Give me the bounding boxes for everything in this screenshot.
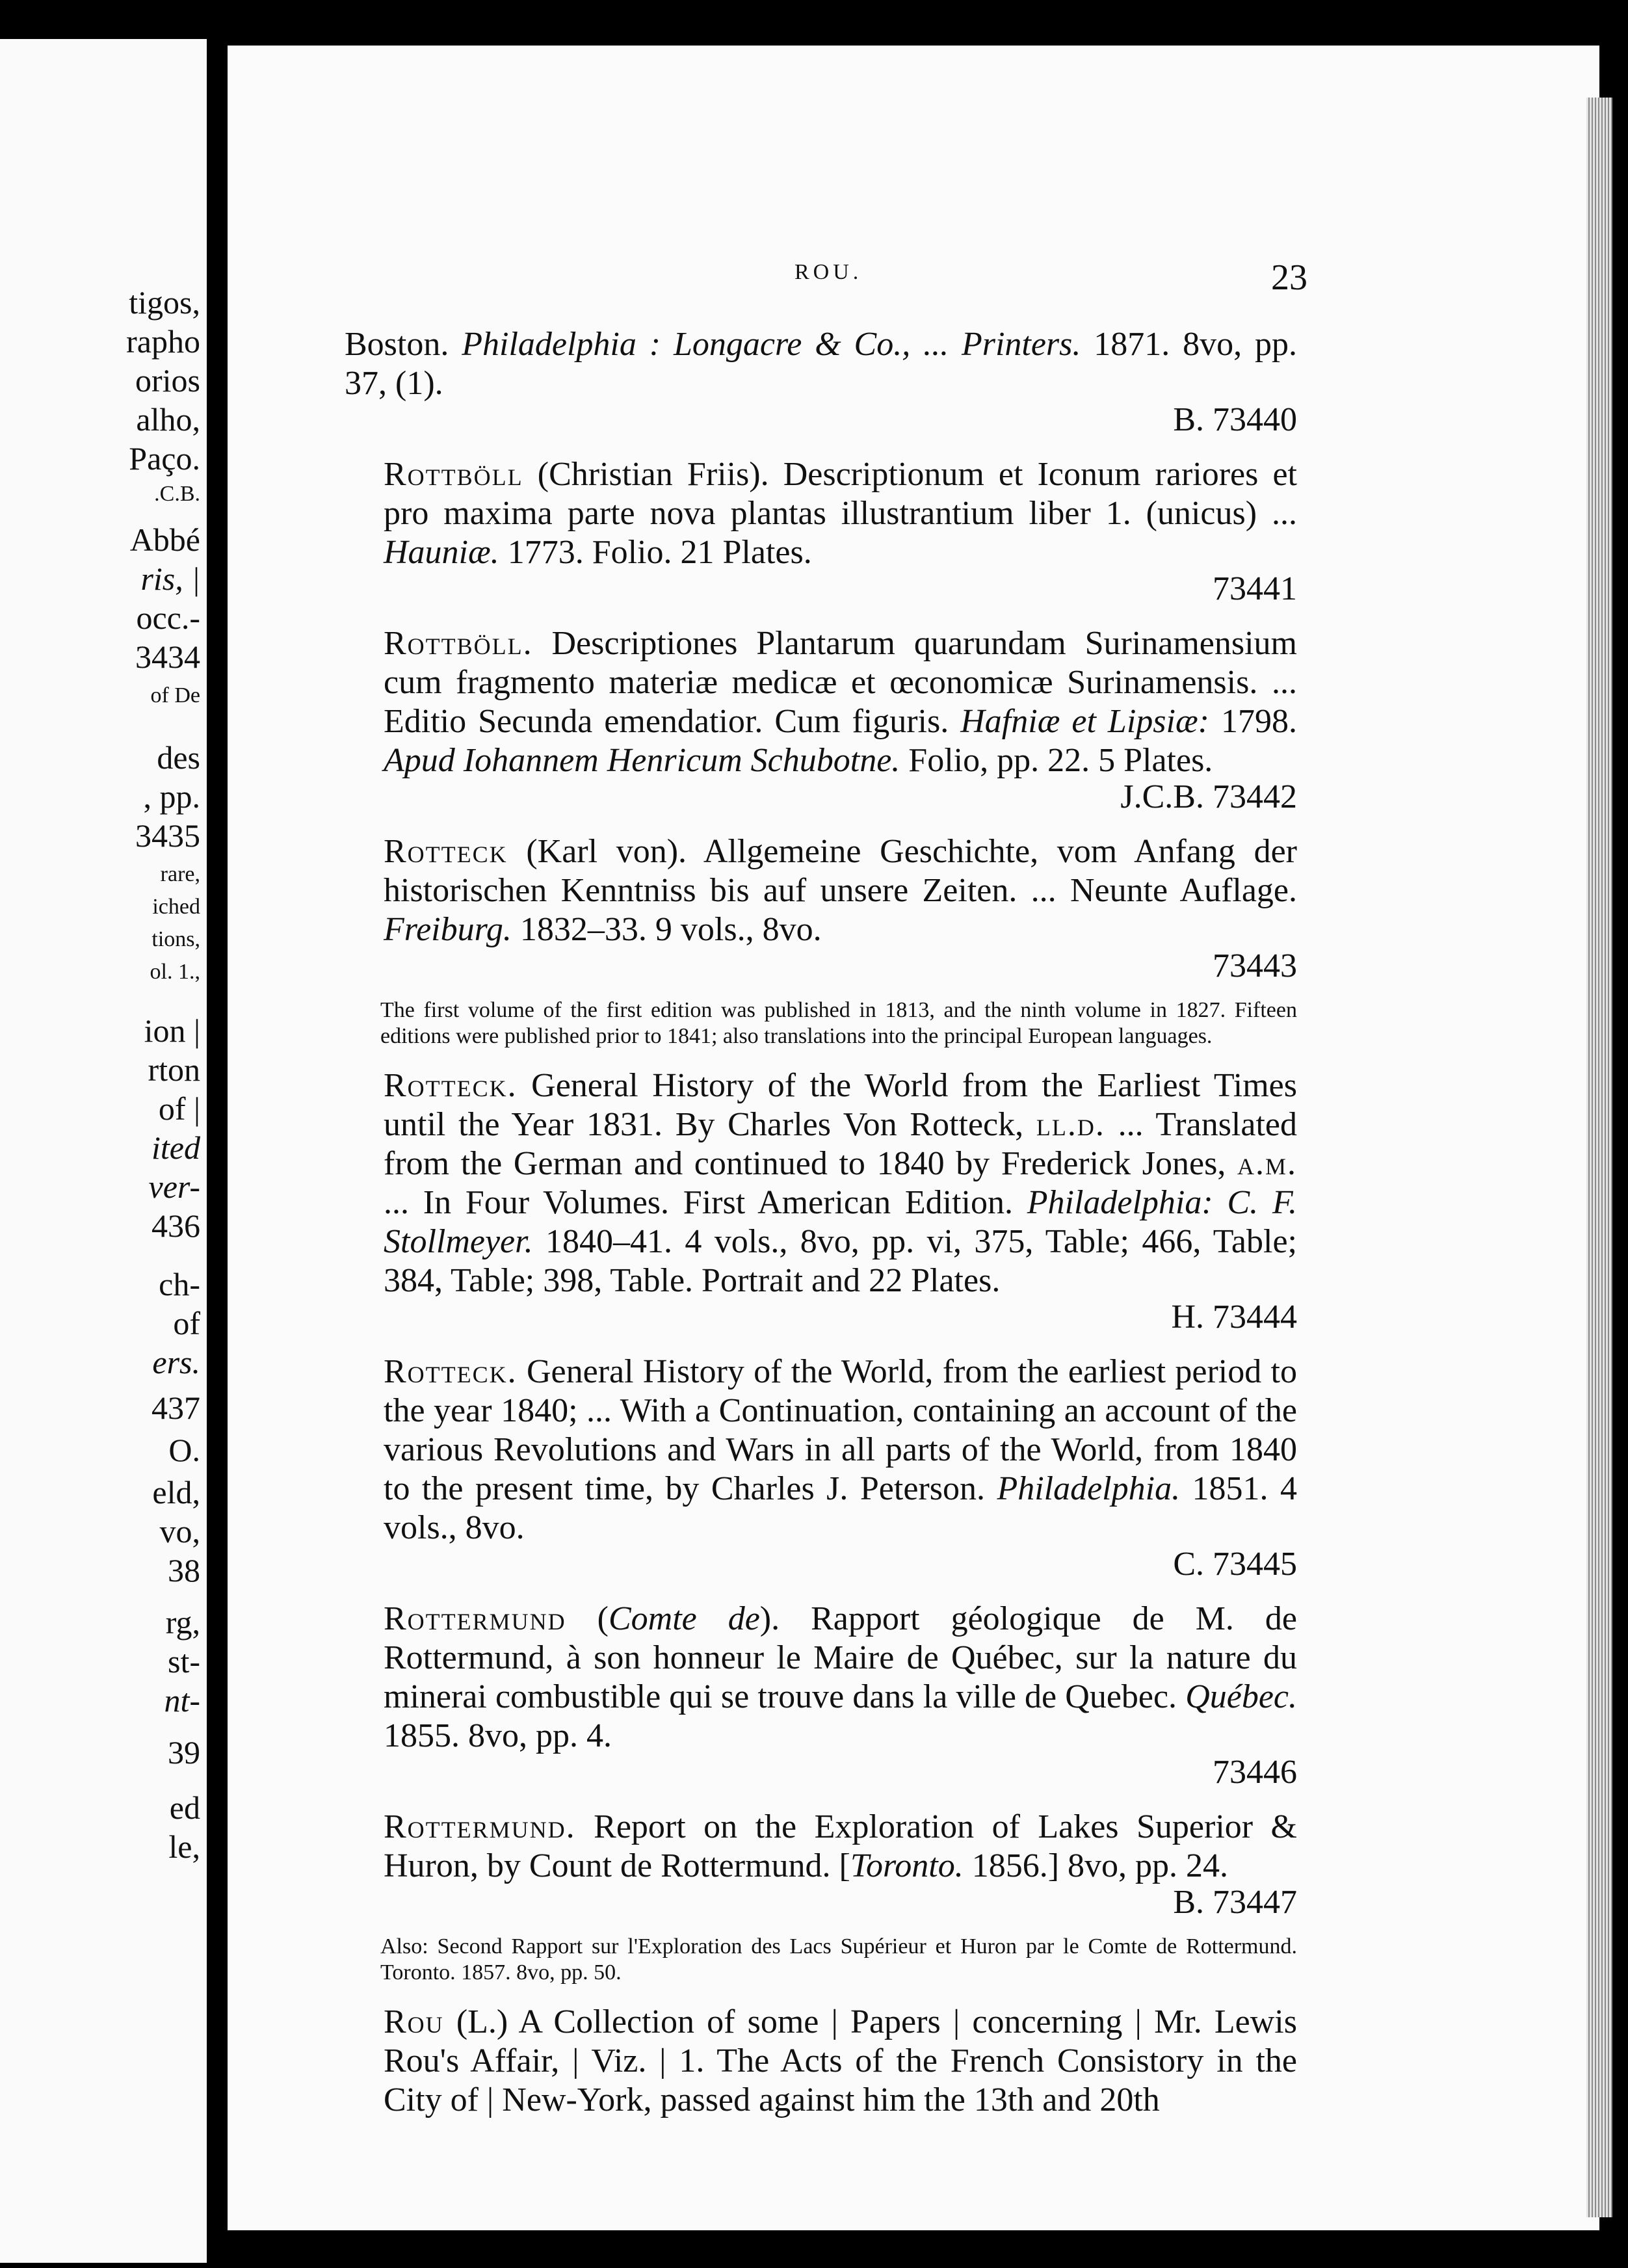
entry-text: 1840–41. 4 vols., 8vo, pp. vi, 375, Table; 466, Table; 384, Table; 398, Table. Portrait and 22 Plates. — [384, 1223, 1297, 1299]
entry-note-text: Also: Second Rapport sur l'Exploration des Lacs Supérieur et Huron par le Comte de Rottermund. Toronto. 1857. 8vo, pp. 50. — [380, 1934, 1297, 1984]
entry-text: Québec. — [1185, 1678, 1297, 1715]
entry-heading: Rotteck. — [384, 1353, 518, 1390]
entry-heading: Rou — [384, 2003, 444, 2040]
facing-page-text: of | — [158, 1090, 200, 1127]
facing-page-text: rapho — [126, 323, 200, 360]
entry-note — [345, 997, 1297, 1049]
entry-note — [345, 1934, 1297, 1986]
entry-text: 1871. 8vo, pp. 37, (1). — [345, 326, 1298, 402]
facing-page-text: occ.- — [136, 600, 200, 636]
facing-page-text: 39 — [168, 1734, 200, 1771]
entry-number: B. 73440 — [1173, 401, 1297, 438]
facing-page-text: 437 — [151, 1390, 200, 1426]
entry-text: ). Rapport géologique de M. de Rottermund, à son honneur le Maire de Québec, sur la nature du minerai combustible qui se trouve dans la ville de Quebec. — [384, 1600, 1297, 1715]
facing-page-text: 3434 — [135, 639, 200, 675]
entry-text: Philadelphia. — [997, 1470, 1181, 1507]
facing-page-text: 38 — [168, 1552, 200, 1589]
entry-text: Toronto. — [850, 1847, 964, 1884]
facing-page-text: le, — [168, 1828, 200, 1865]
facing-page-text: ol. 1., — [150, 960, 200, 984]
entry-text: (Karl von). Allgemeine Geschichte, vom Anfang der historischen Kenntniss bis auf unsere Zeiten. ... Neunte Auflage. — [384, 833, 1297, 909]
entry-text: 1798. — [1209, 703, 1297, 740]
facing-page-text: tions, — [151, 927, 200, 951]
page-edge — [1586, 98, 1612, 2217]
facing-page-text: rton — [148, 1051, 200, 1088]
entry-heading: Rottböll. — [384, 625, 533, 662]
entry-text: 1856.] 8vo, pp. 24. — [963, 1847, 1229, 1884]
entry-text: (Christian Friis). Descriptionum et Iconum rariores et pro maxima parte nova plantas illustrantium liber 1. (unicus) ... — [384, 456, 1297, 532]
entry-number: C. 73445 — [1173, 1546, 1297, 1583]
entry-text: Folio, pp. 22. 5 Plates. — [900, 742, 1213, 779]
facing-page-text: ion | — [144, 1012, 200, 1049]
entry-text: Freiburg. — [384, 911, 512, 948]
facing-page-text: ited — [151, 1129, 200, 1166]
entry-text: 1851. 4 vols., 8vo. — [384, 1470, 1298, 1546]
entry-heading: Rottermund. — [384, 1808, 576, 1845]
bibliography-entry — [345, 832, 1297, 984]
bibliography-entry — [345, 1352, 1297, 1583]
bibliography-entry — [345, 1808, 1297, 1921]
entry-note-text: The first volume of the first edition was published in 1813, and the ninth volume in 1827. Fifteen editions were published prior to 1841; also translations into the principal European languages. — [380, 998, 1297, 1048]
facing-page-text: des — [157, 739, 200, 776]
entry-number: 73441 — [1213, 570, 1297, 607]
entry-text: Hauniæ. — [384, 534, 499, 571]
facing-page-text: rare, — [160, 862, 200, 886]
entry-text: Comte de — [608, 1600, 760, 1637]
entry-text: 1773. Folio. 21 Plates. — [499, 534, 812, 571]
entry-text: Philadelphia: C. F. Stollmeyer. — [384, 1184, 1298, 1260]
facing-page-text: eld, — [152, 1474, 200, 1510]
entry-text: ( — [566, 1600, 609, 1637]
entry-number: 73446 — [1213, 1754, 1297, 1791]
bibliography-entry — [345, 1600, 1297, 1791]
facing-page-text: Abbé — [129, 521, 200, 558]
facing-page-text: st- — [168, 1643, 200, 1680]
entry-text: ... In Four Volumes. First American Edition. — [384, 1184, 1027, 1221]
entry-text: Boston. — [345, 326, 462, 363]
bibliography-entry — [345, 325, 1297, 438]
bibliography-column — [345, 325, 1297, 2137]
entry-text: ... Translated from the German and continued to 1840 by Frederick Jones, — [384, 1106, 1297, 1182]
entry-text: 1832–33. 9 vols., 8vo. — [511, 911, 822, 948]
facing-page-text: nt- — [164, 1682, 200, 1719]
entry-text: General History of the World from the Earliest Times until the Year 1831. By Charles Von Rotteck, — [384, 1067, 1297, 1143]
entry-heading: Rotteck — [384, 833, 508, 870]
entry-heading: Rotteck. — [384, 1067, 518, 1104]
page-number: 23 — [1271, 257, 1307, 298]
facing-page-text: ch- — [159, 1266, 200, 1302]
entry-text: (L.) A Collection of some | Papers | concerning | Mr. Lewis Rou's Affair, | Viz. | 1. The Acts of the French Consistory in the City of | New-York, passed against him the 13th and 20th — [384, 2003, 1297, 2118]
bibliography-entry — [345, 455, 1297, 607]
facing-page-text: , pp. — [143, 778, 200, 815]
entry-number: B. 73447 — [1173, 1884, 1297, 1921]
facing-page-text: O. — [168, 1432, 200, 1468]
facing-page-text: ris, | — [140, 560, 200, 597]
facing-page-text: of De — [150, 683, 200, 707]
facing-page-text: ver- — [148, 1168, 200, 1205]
facing-page-text: alho, — [136, 401, 200, 438]
entry-text: Philadelphia : Longacre & Co., ... Printers. — [462, 326, 1081, 363]
entry-heading: a.m. — [1237, 1145, 1297, 1182]
facing-page-text: of — [173, 1305, 200, 1341]
facing-page-text: 3435 — [135, 817, 200, 854]
facing-page-text: vo, — [159, 1513, 200, 1549]
facing-page-text: Paço. — [129, 440, 200, 477]
facing-page-text: rg, — [165, 1604, 200, 1641]
entry-number: H. 73444 — [1171, 1299, 1297, 1336]
entry-text: Descriptiones Plantarum quarundam Surinamensium cum fragmento materiæ medicæ et œconomicæ Surinamensis. ... Editio Secunda emendatior. Cum figuris. — [384, 625, 1297, 740]
facing-page-text: tigos, — [129, 284, 200, 321]
bibliography-entry — [345, 624, 1297, 815]
facing-page-text: ed — [169, 1789, 200, 1826]
entry-text: Hafniæ et Lipsiæ: — [960, 703, 1209, 740]
entry-number: J.C.B. 73442 — [1120, 778, 1297, 815]
entry-text: General History of the World, from the earliest period to the year 1840; ... With a Continuation, containing an account of the various Revolutions and Wars in all parts of the World, from 1840 to the present time, by Charles J. Peterson. — [384, 1353, 1297, 1507]
running-head: ROU. — [794, 260, 863, 284]
entry-text: Report on the Exploration of Lakes Superior & Huron, by Count de Rottermund. [ — [384, 1808, 1297, 1884]
facing-page-text: orios — [135, 362, 200, 399]
entry-text: 1855. 8vo, pp. 4. — [384, 1717, 612, 1754]
entry-number: 73443 — [1213, 947, 1297, 984]
facing-page-fragment — [0, 39, 207, 2263]
entry-heading: Rottermund — [384, 1600, 566, 1637]
facing-page-text: iched — [152, 895, 200, 919]
entry-heading: ll.d. — [1036, 1106, 1105, 1143]
bibliography-entry — [345, 2003, 1297, 2120]
facing-page-text: .C.B. — [154, 482, 200, 506]
entry-text: Apud Iohannem Henricum Schubotne. — [384, 742, 900, 779]
facing-page-text: ers. — [152, 1344, 200, 1380]
entry-heading: Rottböll — [384, 456, 523, 493]
bibliography-entry — [345, 1066, 1297, 1336]
facing-page-text: 436 — [151, 1207, 200, 1244]
